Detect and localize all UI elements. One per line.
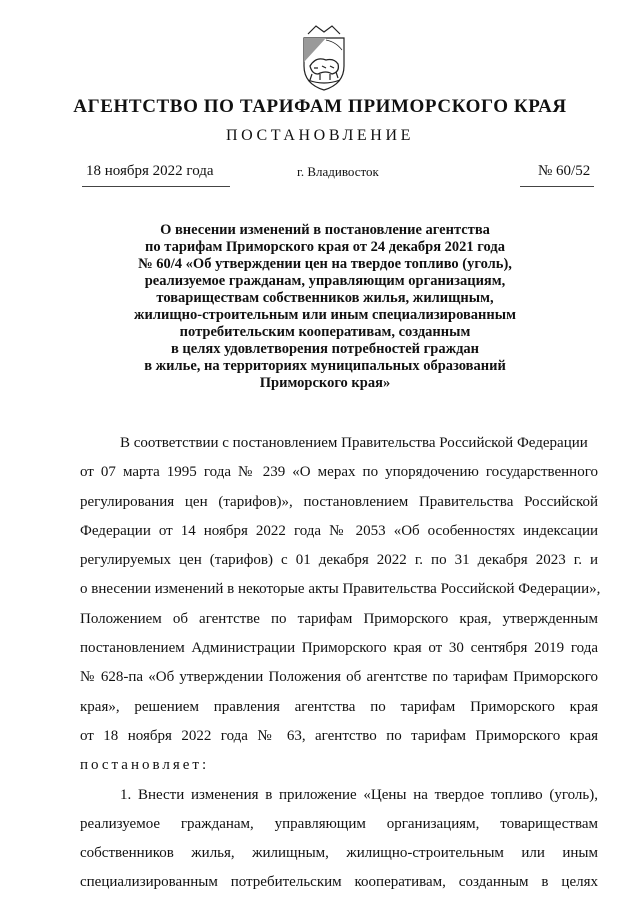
body-line: специализированным потребительским кооперативам, созданным в целях <box>80 874 598 891</box>
body-line: регулируемых цен (тарифов) с 01 декабря 2022 г. по 31 декабря 2023 г. и <box>80 552 598 569</box>
title-line: по тарифам Приморского края от 24 декабря 2021 года <box>145 239 505 255</box>
document-city: г. Владивосток <box>297 164 379 179</box>
body-line: от 18 ноября 2022 года № 63, агентство по тарифам Приморского края <box>80 727 598 744</box>
body-line: № 628-па «Об утверждении Положения об агентстве по тарифам Приморского <box>80 669 598 686</box>
title-line: № 60/4 «Об утверждении цен на твердое топливо (уголь), <box>138 256 512 272</box>
title-line: О внесении изменений в постановление агентства <box>160 222 490 238</box>
body-line: Федерации от 14 ноября 2022 года № 2053 «Об особенностях индексации <box>80 522 598 539</box>
title-line: товариществам собственников жилья, жилищным, <box>156 290 494 306</box>
body-line: края», решением правления агентства по тарифам Приморского края <box>80 698 598 715</box>
body-line: от 07 марта 1995 года № 239 «О мерах по упорядочению государственного <box>80 464 598 481</box>
document-title <box>105 222 545 392</box>
title-line: в жилье, на территориях муниципальных образований <box>144 358 506 374</box>
number-underline <box>520 186 594 187</box>
body-line: о внесении изменений в некоторые акты Правительства Российской Федерации», <box>80 581 601 598</box>
document-body <box>80 429 601 898</box>
agency-name: АГЕНТСТВО ПО ТАРИФАМ ПРИМОРСКОГО КРАЯ <box>73 96 567 117</box>
document-date: 18 ноября 2022 года <box>86 163 214 179</box>
body-line: 1. Внести изменения в приложение «Цены на твердое топливо (уголь), <box>120 786 598 803</box>
title-line: в целях удовлетворения потребностей граждан <box>170 341 480 357</box>
body-line: постановлением Администрации Приморского края от 30 сентября 2019 года <box>80 640 598 657</box>
title-line: реализуемое гражданам, управляющим организациям, <box>144 273 506 289</box>
document-type: ПОСТАНОВЛЕНИЕ <box>226 127 414 144</box>
body-line: В соответствии с постановлением Правительства Российской Федерации <box>120 435 588 451</box>
date-underline <box>82 186 230 187</box>
body-line: Положением об агентстве по тарифам Приморского края, утвержденным <box>80 610 598 627</box>
title-line: жилищно-строительным или иным специализированным <box>134 307 516 323</box>
document-number: № 60/52 <box>538 163 591 179</box>
coat-of-arms-emblem <box>296 22 352 94</box>
resolution-word: постановляет: <box>80 757 210 774</box>
title-line: потребительским кооперативам, созданным <box>179 324 471 340</box>
title-line: Приморского края» <box>259 375 391 391</box>
body-line: собственников жилья, жилищным, жилищно-строительным или иным <box>80 845 598 862</box>
body-line: регулирования цен (тарифов)», постановлением Правительства Российской <box>80 493 598 510</box>
body-line: реализуемое гражданам, управляющим организациям, товариществам <box>80 815 598 832</box>
